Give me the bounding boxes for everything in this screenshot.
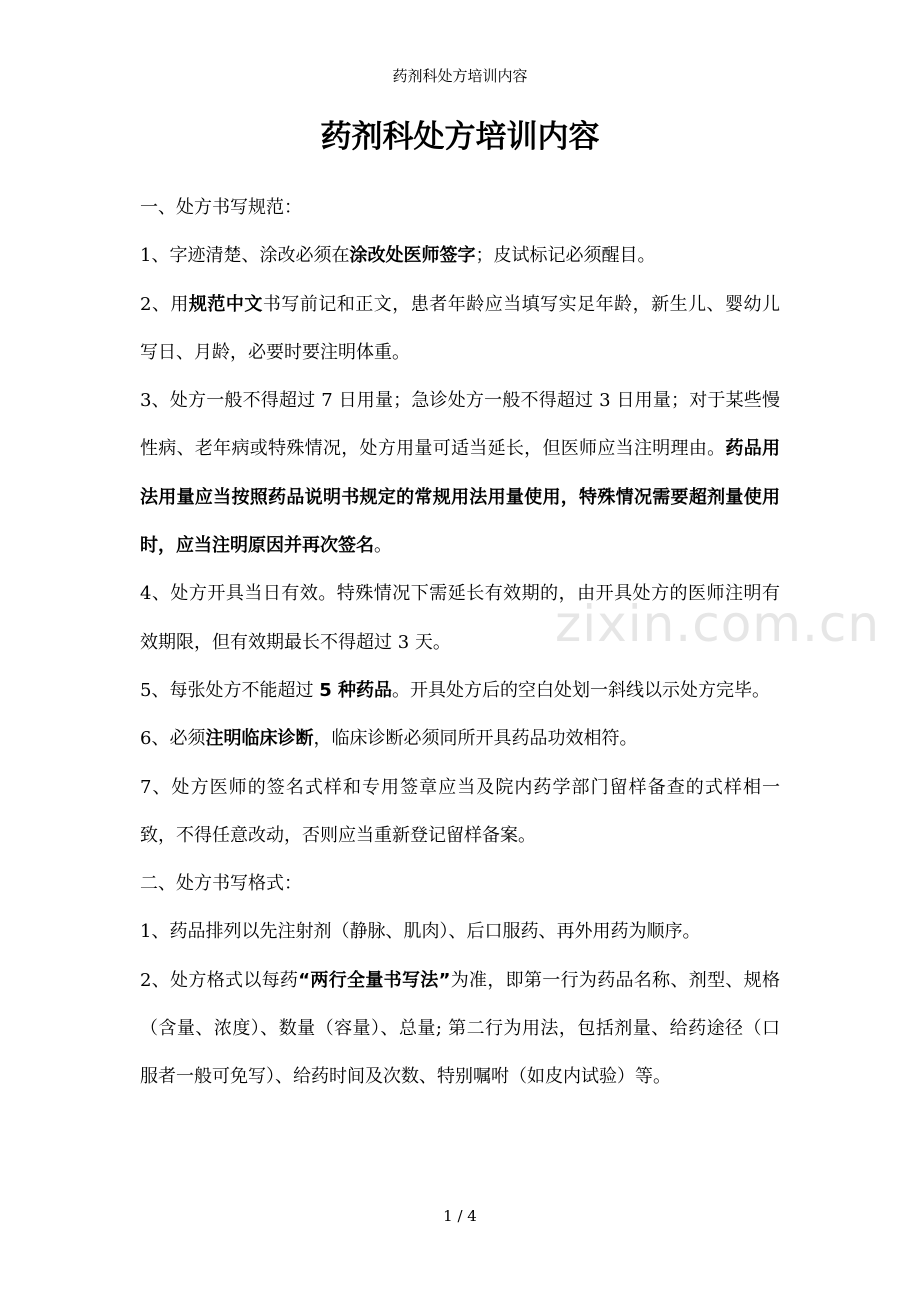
format-paragraph-2-emphasis: “两行全量书写法”: [298, 969, 451, 991]
paragraph-6-text-c: ，临床诊断必须同所开具药品功效相符。: [313, 728, 638, 750]
document-title: 药剂科处方培训内容: [320, 119, 600, 155]
paragraph-6-text-a: 6、必须: [140, 728, 206, 750]
paragraph-2-emphasis: 规范中文: [188, 293, 263, 315]
format-paragraph-1: 1、药品排列以先注射剂（静脉、肌肉）、后口服药、再外用药为顺序。: [140, 921, 701, 943]
watermark: zixin.com.cn: [555, 595, 881, 653]
paragraph-3-text-c: 。: [374, 535, 392, 557]
paragraph-2-text-c: 书写前记和正文，患者年龄应当填写实足年龄，新生儿、婴幼儿写日、月龄，必要时要注明体重。: [140, 293, 781, 363]
running-header: 药剂科处方培训内容: [392, 67, 528, 85]
paragraph-1-text-c: ；皮试标记必须醒目。: [475, 245, 656, 267]
paragraph-2: [140, 281, 780, 378]
paragraph-5: [140, 667, 780, 715]
page-number: 1 / 4: [443, 1207, 477, 1225]
paragraph-5-emphasis: 5 种药品: [319, 679, 392, 701]
paragraph-1-text-a: 1、字迹清楚、涂改必须在: [140, 245, 350, 267]
format-paragraph-2-text-c: 为准，即第一行为药品名称、剂型、规格（含量、浓度）、数量（容量）、总量; 第二行为用法，包括剂量、给药途径（口服者一般可免写）、给药时间及次数、特别嘱咐（如皮内试验）等。: [140, 969, 780, 1088]
paragraph-4: 4、处方开具当日有效。特殊情况下需延长有效期的，由开具处方的医师注明有效期限，但有效期最长不得超过 3 天。: [140, 583, 780, 653]
section-2-heading: 二、处方书写格式：: [140, 873, 302, 895]
paragraph-1-emphasis: 涂改处医师签字: [349, 245, 476, 267]
paragraph-3: [140, 377, 780, 570]
section-1-heading: 一、处方书写规范：: [140, 197, 302, 218]
paragraph-5-text-c: 。开具处方后的空白处划一斜线以示处方完毕。: [391, 679, 770, 701]
paragraph-5-text-a: 5、每张处方不能超过: [140, 679, 320, 701]
format-paragraph-2-text-a: 2、处方格式以每药: [140, 969, 299, 991]
paragraph-3-text-a: 3、处方一般不得超过 7 日用量；急诊处方一般不得超过 3 日用量；对于某些慢性病、老年病或特殊情况，处方用量可适当延长，但医师应当注明理由。: [140, 390, 780, 460]
paragraph-3-emphasis: 药品用法用量应当按照药品说明书规定的常规用法用量使用，特殊情况需要超剂量使用时，应当注明原因并再次签名: [140, 438, 781, 557]
paragraph-6: [140, 715, 780, 763]
paragraph-7: 7、处方医师的签名式样和专用签章应当及院内药学部门留样备查的式样相一致，不得任意改动，否则应当重新登记留样备案。: [140, 776, 780, 846]
paragraph-6-emphasis: 注明临床诊断: [205, 728, 314, 750]
format-paragraph-2: [140, 957, 780, 1102]
paragraph-1: [140, 232, 780, 280]
document-body: [140, 184, 780, 1102]
paragraph-2-text-a: 2、用: [140, 293, 189, 315]
